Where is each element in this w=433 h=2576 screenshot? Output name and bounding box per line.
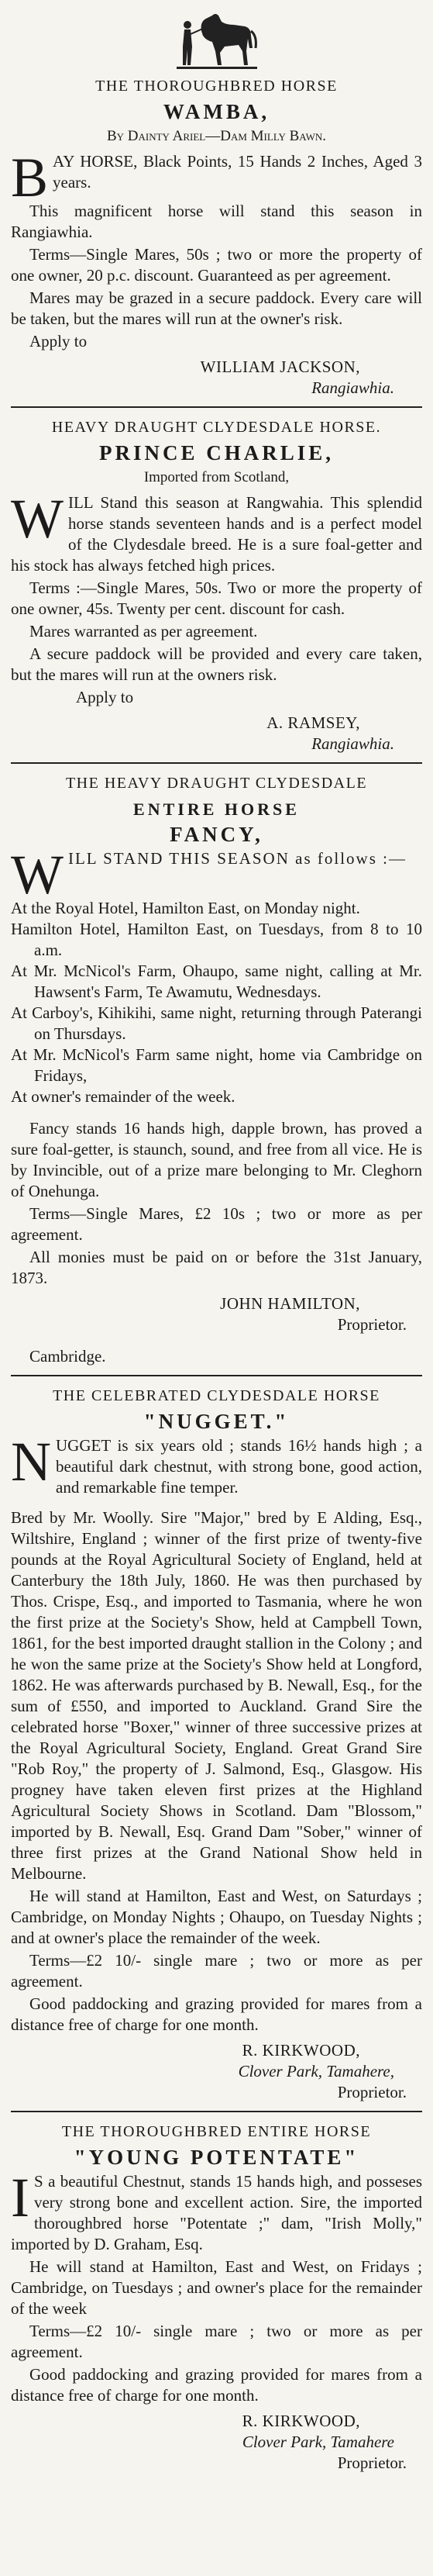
advert-prince-charlie (11, 417, 422, 754)
advert-heading: THE THOROUGHBRED ENTIRE HORSE (61, 2123, 372, 2140)
advert-wamba (11, 76, 422, 399)
drop-cap: N (11, 1431, 51, 1493)
horse-name: FANCY, (170, 823, 263, 846)
drop-cap: W (11, 844, 64, 906)
divider (11, 762, 422, 764)
schedule-item: At Mr. McNicol's Farm same night, home via Cambridge on Fridays, (11, 1045, 422, 1085)
signer-name: R. KIRKWOOD, (242, 2041, 360, 2060)
apply-to-label: Apply to (76, 688, 134, 706)
signer-place: Cambridge. (29, 1347, 106, 1366)
schedule-item: Hamilton Hotel, Hamilton East, on Tuesdays, from 8 to 10 a.m. (11, 920, 422, 959)
body-paragraph: Mares may be grazed in a secure paddock. Every care will be taken, but the mares will run at the owner's risk. (11, 288, 422, 328)
horse-name: PRINCE CHARLIE, (98, 441, 335, 464)
terms-paragraph: Terms—Single Mares, £2 10s ; two or more as per agreement. (11, 1204, 422, 1244)
signer-name: WILLIAM JACKSON, (200, 357, 360, 376)
signer-place: Rangiawhia. (311, 378, 394, 397)
grazing-paragraph: Good paddocking and grazing provided for mares from a distance free of charge for one month. (11, 2365, 422, 2405)
payment-paragraph: All monies must be paid on or before the 31st January, 1873. (11, 1248, 422, 1287)
body-paragraph: Mares warranted as per agreement. (29, 622, 258, 641)
opening-text: ILL STAND THIS SEASON as follows :— (67, 849, 407, 868)
advert-fancy (11, 773, 422, 1367)
signer-role: Proprietor. (337, 1315, 407, 1334)
signer-name: JOHN HAMILTON, (220, 1294, 360, 1313)
signer-name: R. KIRKWOOD, (242, 2412, 360, 2430)
schedule-paragraph: He will stand at Hamilton, East and West, on Fridays ; Cambridge, on Tuesdays ; and owner's place for the remainder of the week (11, 2257, 422, 2318)
schedule-item: At Carboy's, Kihikihi, same night, returning through Paterangi on Thursdays. (11, 1003, 422, 1043)
opening-text: UGGET is six years old ; stands 16½ hands high ; a beautiful dark chestnut, with strong bone, good action, and remarkable fine temper. (56, 1436, 422, 1497)
schedule-item: At Mr. McNicol's Farm, Ohaupo, same night, calling at Mr. Hawsent's Farm, Te Awamutu, Wednesdays. (11, 962, 422, 1001)
horse-name: WAMBA, (163, 100, 270, 123)
divider (11, 406, 422, 408)
advert-heading: HEAVY DRAUGHT CLYDESDALE HORSE. (51, 419, 382, 436)
grazing-paragraph: Good paddocking and grazing provided for mares from a distance free of charge for one month. (11, 1994, 422, 2034)
pedigree-line: By Dainty Ariel—Dam Milly Bawn. (106, 128, 327, 144)
advert-heading: THE THOROUGHBRED HORSE (95, 78, 338, 95)
advert-heading: THE CELEBRATED CLYDESDALE HORSE (53, 1387, 380, 1404)
horse-name: "NUGGET." (143, 1410, 290, 1433)
signer-role: Proprietor. (337, 2083, 407, 2101)
pedigree-paragraph: Bred by Mr. Woolly. Sire "Major," bred by E Alding, Esq., Wiltshire, England ; winner of the first prize of twenty-five pounds at the Royal Agricultural Society of England, held at Canterbury the 18th July, 1860. He was then purchased by Thos. Crispe, Esq., and imported to Tasmania, where he won the first prize at the Society's Show, held at Campbell Town, 1861, for the best imported draught stallion in the Colony ; and he won the same prize at the Society's Show held at Longford, 1862. He was afterwards purchased by B. Newall, Esq., for the sum of £550, and imported to Auckland. Grand Sire the celebrated horse "Boxer," winner of three successive prizes at the Royal Agricultural Society, England. Great Grand Sire "Rob Roy," the property of J. Salmond, Esq., Glasgow. His progney have taken eleven first prizes at the Highland Agricultural Society Shows in Scotland. Dam "Blossom," imported by B. Newall, Esq. Grand Dam "Sober," winner of three first prizes at the Grand National Show held in Melbourne. (11, 1508, 422, 1883)
description-paragraph: Fancy stands 16 hands high, dapple brown, has proved a sure foal-getter, is staunch, sound, and free from all vice. He is by Invincible, out of a prize mare belonging to Mr. Cleghorn of Onehunga. (11, 1119, 422, 1200)
terms-paragraph: Terms—£2 10/- single mare ; two or more as per agreement. (11, 2322, 422, 2361)
advert-title-line: ENTIRE HORSE (133, 799, 300, 819)
newspaper-column (11, 0, 422, 2474)
signer-role: Proprietor. (337, 2453, 407, 2472)
advert-subtitle: Imported from Scotland, (143, 469, 290, 485)
terms-paragraph: Terms :—Single Mares, 50s. Two or more the property of one owner, 45s. Twenty per cent. discount for cash. (11, 578, 422, 618)
terms-paragraph: Terms—Single Mares, 50s ; two or more the property of one owner, 20 p.c. discount. Guaranteed as per agreement. (11, 245, 422, 285)
divider (11, 1375, 422, 1376)
signer-name: A. RAMSEY, (266, 713, 360, 732)
opening-text: ILL Stand this season at Rangwahia. This splendid horse stands seventeen hands and is a perfect model of the Clydesdale breed. He is a sure foal-getter and his stock has always fetched high prices. (11, 493, 422, 575)
body-paragraph: This magnificent horse will stand this season in Rangiawhia. (11, 202, 422, 241)
terms-paragraph: Terms—£2 10/- single mare ; two or more as per agreement. (11, 1951, 422, 1991)
opening-text: S a beautiful Chestnut, stands 15 hands high, and posseses very strong bone and excellent action. Sire, the imported thoroughbred horse "Potentate ;" dam, "Irish Molly," imported by D. Graham, Esq. (11, 2172, 422, 2253)
apply-to-label: Apply to (29, 332, 88, 350)
schedule-item: At the Royal Hotel, Hamilton East, on Monday night. (11, 899, 360, 917)
drop-cap: I (11, 2167, 29, 2229)
schedule-paragraph: He will stand at Hamilton, East and West, on Saturdays ; Cambridge, on Monday Nights ; Ohaupo, on Tuesday Nights ; and at owner's place the remainder of the week. (11, 1887, 422, 1947)
signer-place: Rangiawhia. (311, 734, 394, 753)
divider (11, 2111, 422, 2112)
advert-heading: THE HEAVY DRAUGHT CLYDESDALE (65, 775, 368, 792)
schedule-item: At owner's remainder of the week. (11, 1087, 235, 1106)
advert-young-potentate (11, 2122, 422, 2474)
signer-place: Clover Park, Tamahere (242, 2433, 394, 2451)
horse-woodcut-icon (170, 5, 263, 73)
horse-name: "YOUNG POTENTATE" (74, 2146, 359, 2169)
signer-place: Clover Park, Tamahere, (238, 2062, 394, 2080)
drop-cap: B (11, 147, 49, 209)
opening-text: AY HORSE, Black Points, 15 Hands 2 Inches, Aged 3 years. (53, 152, 422, 192)
body-paragraph: A secure paddock will be provided and every care taken, but the mares will run at the owners risk. (11, 644, 422, 684)
drop-cap: W (11, 488, 64, 550)
advert-nugget (11, 1386, 422, 2103)
